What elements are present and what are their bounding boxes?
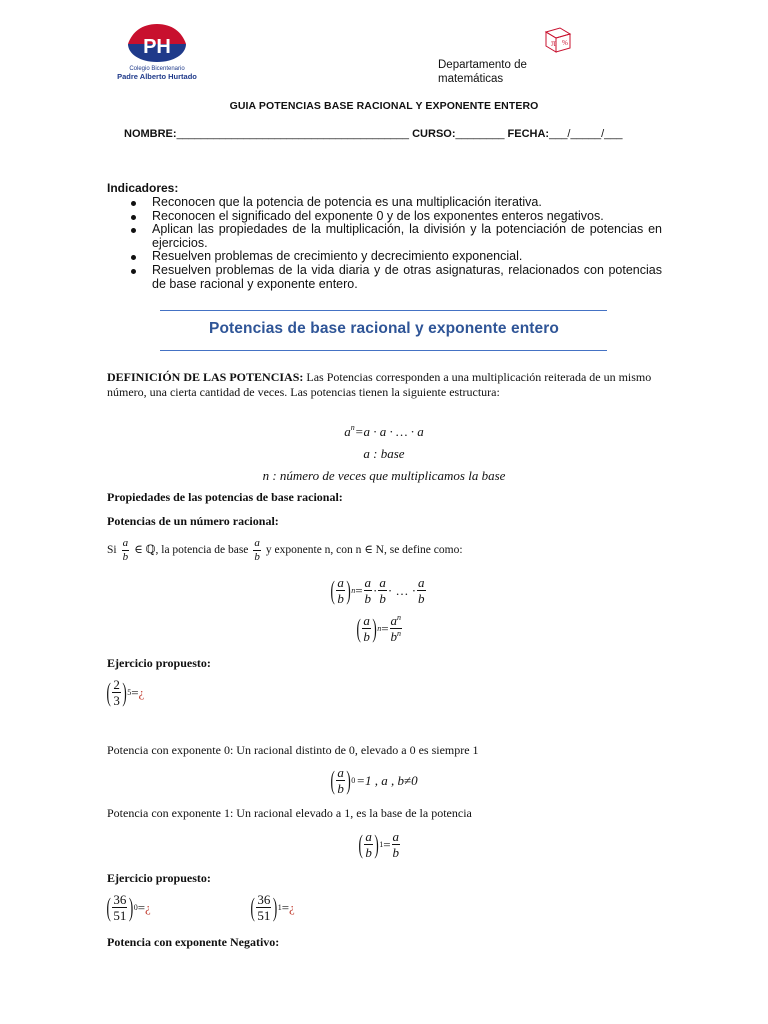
one-exponent-text: Potencia con exponente 1: Un racional elevado a 1, es la base de la potencia: [107, 806, 472, 820]
name-label: NOMBRE:: [124, 128, 177, 140]
definition-text: Las Potencias corresponden a una multiplicación reiterada de un mismo número, una cierta cantidad de veces. Las potencias tienen la siguiente estructura:: [107, 370, 652, 399]
name-blank[interactable]: ______________________________________: [176, 128, 410, 140]
rational-power-expansion: ( $\frac{a}{b}$ ) n = $\frac{a}{b}$ · $\frac{a}{b}$ · … · $\frac{a}{b}$: [330, 574, 425, 606]
list-item: Aplican las propiedades de la multiplicación, la división y la potenciación de potencias en ejercicios.: [128, 223, 662, 250]
school-logo: [112, 22, 202, 84]
base-definition: a : base: [363, 446, 405, 461]
section-heading: Potencias de base racional y exponente entero: [209, 320, 559, 337]
list-item: Resuelven problemas de la vida diaria y de otras asignaturas, relacionados con potencias de base racional y exponente entero.: [128, 264, 662, 291]
date-blank[interactable]: ___/_____/___: [549, 128, 623, 140]
properties-heading: Propiedades de las potencias de base racional:: [107, 490, 343, 504]
heading-rule-bottom: [160, 350, 607, 351]
exercise-1-heading: Ejercicio propuesto:: [107, 656, 211, 670]
exercise-2a-answer[interactable]: ¿: [145, 899, 151, 915]
course-blank[interactable]: ________: [455, 128, 505, 140]
n-definition: n : número de veces que multiplicamos la base: [262, 468, 506, 483]
rational-power-rule: ( $\frac{a}{b}$ ) n = $\frac{a^n}{b^n}$: [356, 612, 402, 644]
heading-rule-top: [160, 310, 607, 311]
svg-text:π: π: [551, 38, 556, 48]
definition-label: DEFINICIÓN DE LAS POTENCIAS:: [107, 370, 304, 384]
zero-exponent-text: Potencia con exponente 0: Un racional distinto de 0, elevado a 0 es siempre 1: [107, 743, 479, 757]
indicators-list: [128, 196, 662, 291]
exercise-2-heading: Ejercicio propuesto:: [107, 871, 211, 885]
power-structure-formula: $a^n=a \cdot a$ · … · a: [344, 423, 424, 439]
school-shield-icon: [112, 22, 202, 66]
svg-text:PH: PH: [143, 36, 171, 58]
list-item: Reconocen que la potencia de potencia es una multiplicación iterativa.: [128, 196, 662, 210]
math-dice-icon: [538, 24, 576, 56]
school-name: [112, 66, 202, 80]
rational-power-statement: Si $\frac{a}{b}$ ∈ ℚ, la potencia de base $\frac{a}{b}$ y exponente n, con n ∈ N, se define como:: [107, 537, 463, 563]
list-item: Reconocen el significado del exponente 0 y de los exponentes enteros negativos.: [128, 210, 662, 224]
zero-exponent-formula: ( $\frac{a}{b}$ ) 0 =1 , a , b≠0: [330, 764, 418, 796]
indicators-heading: Indicadores:: [107, 181, 179, 195]
exercise-2-expression-b: ( $\frac{36}{51}$ ) 1 = ¿: [250, 891, 295, 923]
student-info-line: [124, 128, 623, 140]
department-label: Departamento de matemáticas: [438, 59, 527, 85]
course-label: CURSO:: [412, 128, 456, 140]
negative-exponent-heading: Potencia con exponente Negativo:: [107, 935, 280, 949]
list-item: Resuelven problemas de crecimiento y decrecimiento exponencial.: [128, 250, 662, 264]
exercise-1-answer[interactable]: ¿: [138, 684, 145, 700]
definition-paragraph: [107, 370, 663, 399]
logo-line-1: Colegio Bicentenario: [129, 66, 185, 72]
one-exponent-formula: ( $\frac{a}{b}$ ) 1 = $\frac{a}{b}$: [358, 828, 400, 860]
svg-text:%: %: [562, 39, 568, 47]
exercise-2b-answer[interactable]: ¿: [289, 899, 295, 915]
date-label: FECHA:: [507, 128, 550, 140]
exercise-2-expression-a: ( $\frac{36}{51}$ ) 0 = ¿: [106, 891, 151, 923]
rational-power-heading: Potencias de un número racional:: [107, 514, 279, 528]
logo-line-2: Padre Alberto Hurtado: [117, 72, 197, 81]
guide-title: GUIA POTENCIAS BASE RACIONAL Y EXPONENTE ENTERO: [229, 100, 539, 112]
exercise-1-expression: ( $\frac{2}{3}$ ) 5 = ¿: [106, 676, 145, 708]
